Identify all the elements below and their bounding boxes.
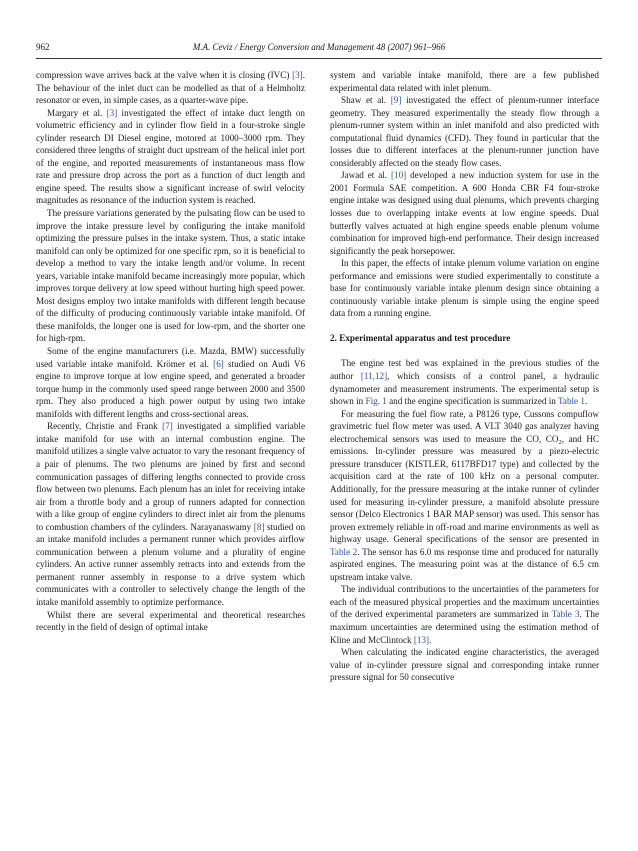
right-paragraph-8: When calculating the indicated engine characteristics, the averaged value of in-cylinder pressure signal and corresponding intake runner pressure signal for 50 consecutive bbox=[330, 647, 599, 683]
running-head: M.A. Ceviz / Energy Conversion and Management 48 (2007) 961–966 bbox=[192, 42, 446, 52]
right-paragraph-3: Jawad et al. [10] developed a new induction system for use in the 2001 Formula SAE competition. A 600 Honda CBR F4 four-stroke engine intake was designed using dual plenums, which prevents charging losses due to overlapping intake events at low engine speeds. Dual butterfly valves actuated at high engine speeds enable plenum volume combination for improved high-end performance. Their design increased significantly the peak horsepower. bbox=[330, 170, 599, 256]
section-heading: 2. Experimental apparatus and test procedure bbox=[330, 333, 511, 344]
left-paragraph-3: The pressure variations generated by the pulsating flow can be used to improve the intake pressure level by configuring the intake manifold optimizing the pressure pulses in the intake system. Thus, a static intake manifold can only be optimized for one specific rpm, so it is beneficial to develop a method to vary the intake length and/or volume. In recent years, variable intake manifold became increasingly more popular, which improves torque delivery at low speed without hurting high speed power. Most designs employ two intake manifolds with different length because of the difficulty of producing continuously variable intake manifold. Of these manifolds, the longer one is used for low-rpm, and the shorter one for high-rpm. bbox=[36, 208, 305, 344]
right-paragraph-1: system and variable intake manifold, there are a few published experimental data related with inlet plenum. bbox=[330, 70, 599, 93]
right-column bbox=[330, 69, 599, 684]
left-paragraph-2: Margary et al. [3] investigated the effect of intake duct length on volumetric efficiency and in cylinder flow field in a four-stroke single cylinder research DI Diesel engine, motored at 1000–3000 rpm. They considered three lengths of straight duct upstream of the helical inlet port of the engine, and reported measurements of instantaneous mass flow rate and pressure drop across the port as a function of duct length and engine speed. The results show a significant increase of swirl velocity magnitudes as resonance of the induction system is reached. bbox=[36, 107, 305, 206]
right-paragraph-7: The individual contributions to the uncertainties of the parameters for each of the measured physical properties and the maximum uncertainties of the derived experimental parameters are summarized in Table 3. The maximum uncertainties are determined using the estimation method of Kline and McClintock [13]. bbox=[330, 584, 599, 645]
left-paragraph-5: Recently, Christie and Frank [7] investigated a simplified variable intake manifold for use with an internal combustion engine. The manifold utilizes a single valve actuator to vary the resonant frequency of a pair of plenums. The two plenums are joined by first and second communication passages of differing lengths connected to provide cross flow between two plenums. Each plenum has an inlet for receiving intake air from a throttle body and a group of runners adapted for connection with a like group of engine cylinders to direct inlet air from the plenums to combustion chambers of the cylinders. Narayanaswamy [8] studied on an intake manifold includes a permanent runner which provides airflow communication between a plenum volume and a plurality of engine cylinders. An active runner assembly retracts into and extends from the permanent runner assembly in response to a drive system which communicates with a controller to selectively change the length of the intake manifold assembly to optimize performance. bbox=[36, 421, 306, 607]
page-header bbox=[36, 40, 602, 54]
right-paragraph-5: The engine test bed was explained in the previous studies of the author [11,12], which consists of a control panel, a hydraulic dynamometer and measurement instruments. The experimental setup is shown in Fig. 1 and the engine specification is summarized in Table 1. bbox=[330, 358, 600, 407]
header-rule bbox=[36, 58, 602, 59]
page-number: 962 bbox=[36, 42, 50, 52]
left-paragraph-4: Some of the engine manufacturers (i.e. Mazda, BMW) successfully used variable intake manifold. Krömer et al. [6] studied on Audi V6 engine to improve torque at low engine speed, and generated a broader torque hump in the commonly used speed range between 2000 and 3500 rpm. They also produced a high power output by using two intake manifolds with different lengths and cross-sectional areas. bbox=[36, 346, 306, 419]
right-paragraph-2: Shaw et al. [9] investigated the effect of plenum-runner interface geometry. They measured experimentally the steady flow through a plenum-runner system within an inlet manifold and also predicted with computational fluid dynamics (CFD). They found in particular that the losses due to different interfaces at the plenum-runner junction have considerably affected on the steady flow cases. bbox=[330, 95, 599, 168]
right-paragraph-4: In this paper, the effects of intake plenum volume variation on engine performance and emissions were studied experimentally to constitute a base for continuously variable intake plenum design since obtaining a continuously variable intake plenum is simple using the engine speed data from a running engine. bbox=[330, 258, 599, 319]
left-paragraph-1: compression wave arrives back at the valve when it is closing (IVC) [3]. The behaviour of the inlet duct can be modelled as that of a Helmholtz resonator or even, in simple cases, as a quarter-wave pipe. bbox=[36, 70, 305, 106]
left-paragraph-6: Whilst there are several experimental and theoretical researches recently in the field of design of optimal intake bbox=[36, 609, 305, 633]
left-column bbox=[36, 69, 305, 634]
right-paragraph-6: For measuring the fuel flow rate, a P8126 type, Cussons compuflow gravimetric fuel flow meter was used. A VLT 3040 gas analyzer having electrochemical sensors was used to measure the CO, $CO_2$, and HC emissions. In-cylinder pressure was measured by a piezo-electric pressure transducer (KISTLER, 6117BFD17 type) and collected by the acquisition card at the rate of 100 kHz on a personal computer. Additionally, for the pressure measuring at the intake runner of cylinder used for measuring in-cylinder pressure, a manifold absolute pressure sensor (Delco Electronics 1 BAR MAP sensor) was used. This sensor has proven extremely reliable in off-road and marine environments as well as highway usage. General specifications of the sensor are presented in Table 2. The sensor has 6.0 ms response time and produced for naturally aspirated engines. The measuring point was at the distance of 6.5 cm upstream intake valve. bbox=[330, 408, 599, 582]
